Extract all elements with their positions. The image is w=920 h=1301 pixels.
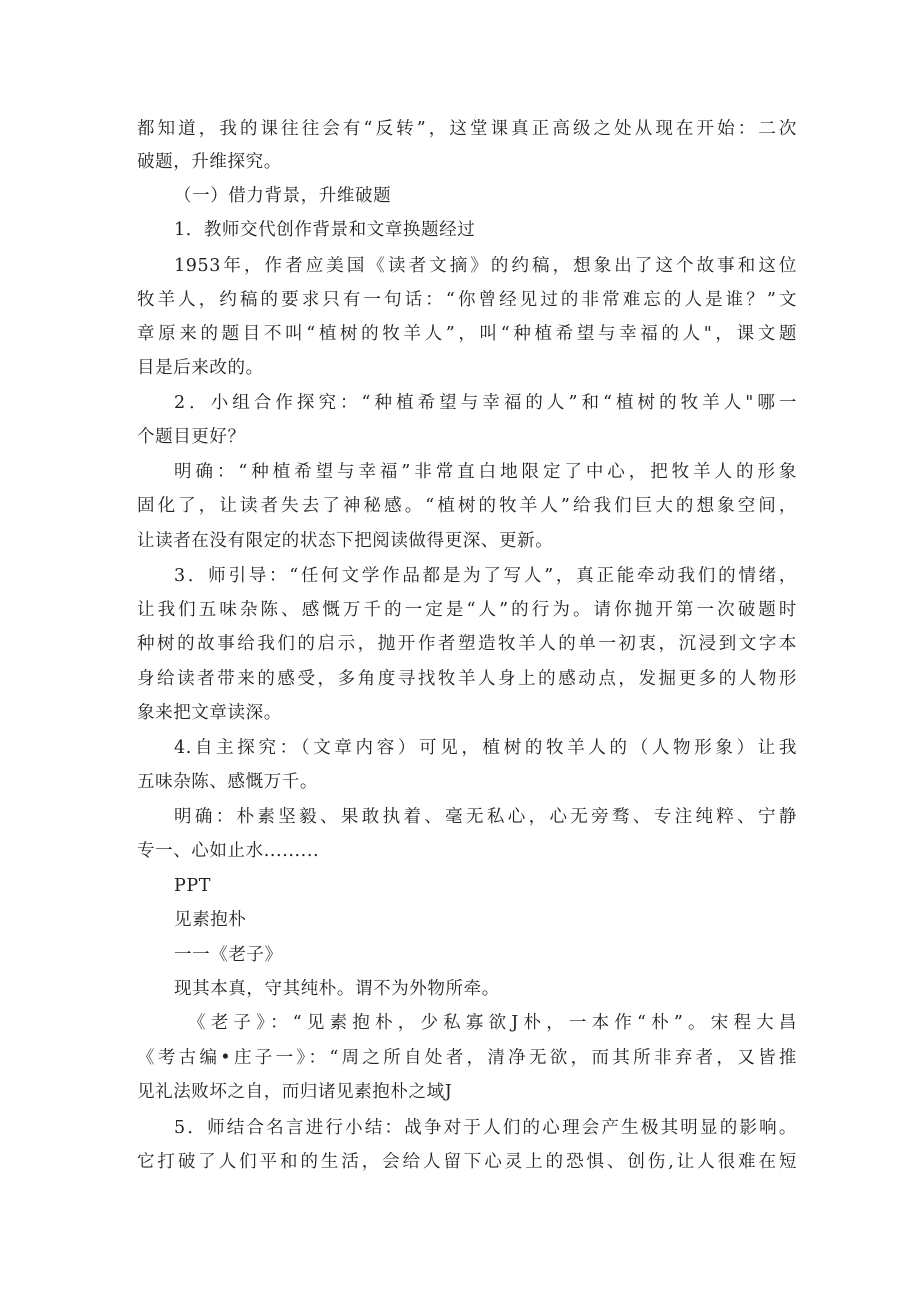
text-line: 明确：朴素坚毅、果敢执着、毫无私心，心无旁骛、专注纯粹、宁静	[174, 807, 797, 827]
section-heading: （一）借力背景，升维破题	[174, 186, 392, 206]
quote-title: 见素抱朴	[174, 910, 247, 930]
text-line: 现其本真，守其纯朴。谓不为外物所牵。	[174, 979, 500, 999]
text-line: 章原来的题目不叫“植树的牧羊人”，叫“种植希望与幸福的人"，课文题	[137, 324, 797, 344]
numbered-item: 5．师结合名言进行小结：战争对于人们的心理会产生极其明显的影响。	[174, 1118, 797, 1138]
numbered-item: 4.自主探究：（文章内容）可见，植树的牧羊人的（人物形象）让我	[174, 738, 797, 758]
text-line: 象来把文章读深。	[137, 703, 282, 723]
numbered-item: 1．教师交代创作背景和文章换题经过	[174, 220, 476, 240]
text-line: 专一、心如止水.........	[137, 841, 320, 861]
text-line: 种树的故事给我们的启示，抛开作者塑造牧羊人的单一初衷，沉浸到文字本	[137, 634, 797, 654]
text-line: 见礼法败坏之自，而归诸见素抱朴之域J	[137, 1082, 453, 1102]
numbered-item: 2．小组合作探究：“种植希望与幸福的人”和“植树的牧羊人"哪一	[174, 393, 797, 413]
text-line: 都知道，我的课往往会有“反转”，这堂课真正高级之处从现在开始：二次	[137, 119, 797, 139]
text-line: 五味杂陈、感慨万千。	[137, 772, 318, 792]
text-line: 固化了，让读者失去了神秘感。“植树的牧羊人”给我们巨大的想象空间，	[137, 496, 797, 516]
text-line: 《考古编•庄子一》：“周之所自处者，清净无欲，而其所非弃者，又皆推	[137, 1048, 797, 1068]
text-line: 目是后来改的。	[137, 358, 264, 378]
text-line: 身给读者带来的感受，多角度寻找牧羊人身上的感动点，发掘更多的人物形	[137, 669, 797, 689]
quote-source: 一一《老子》	[174, 945, 283, 965]
text-line: 1953年，作者应美国《读者文摘》的约稿，想象出了这个故事和这位	[174, 256, 797, 276]
ppt-label: PPT	[174, 876, 212, 896]
text-line: 牧羊人，约稿的要求只有一句话：“你曾经见过的非常难忘的人是谁？”文	[137, 290, 797, 310]
text-line: 它打破了人们平和的生活，会给人留下心灵上的恐惧、创伤,让人很难在短	[137, 1152, 797, 1172]
text-line: 明确：“种植希望与幸福”非常直白地限定了中心，把牧羊人的形象	[174, 462, 797, 482]
text-line: 个题目更好？	[137, 427, 246, 447]
numbered-item: 3．师引导：“任何文学作品都是为了写人”，真正能牵动我们的情绪，	[174, 566, 797, 586]
text-line: 破题，升维探究。	[137, 152, 282, 172]
text-line: 让我们五味杂陈、感慨万千的一定是“人”的行为。请你抛开第一次破题时	[137, 600, 797, 620]
text-line: 让读者在没有限定的状态下把阅读做得更深、更新。	[137, 531, 554, 551]
text-line: 《老子》：“见素抱朴，少私寡欲J朴，一本作“朴”。宋程大昌	[188, 1013, 797, 1033]
